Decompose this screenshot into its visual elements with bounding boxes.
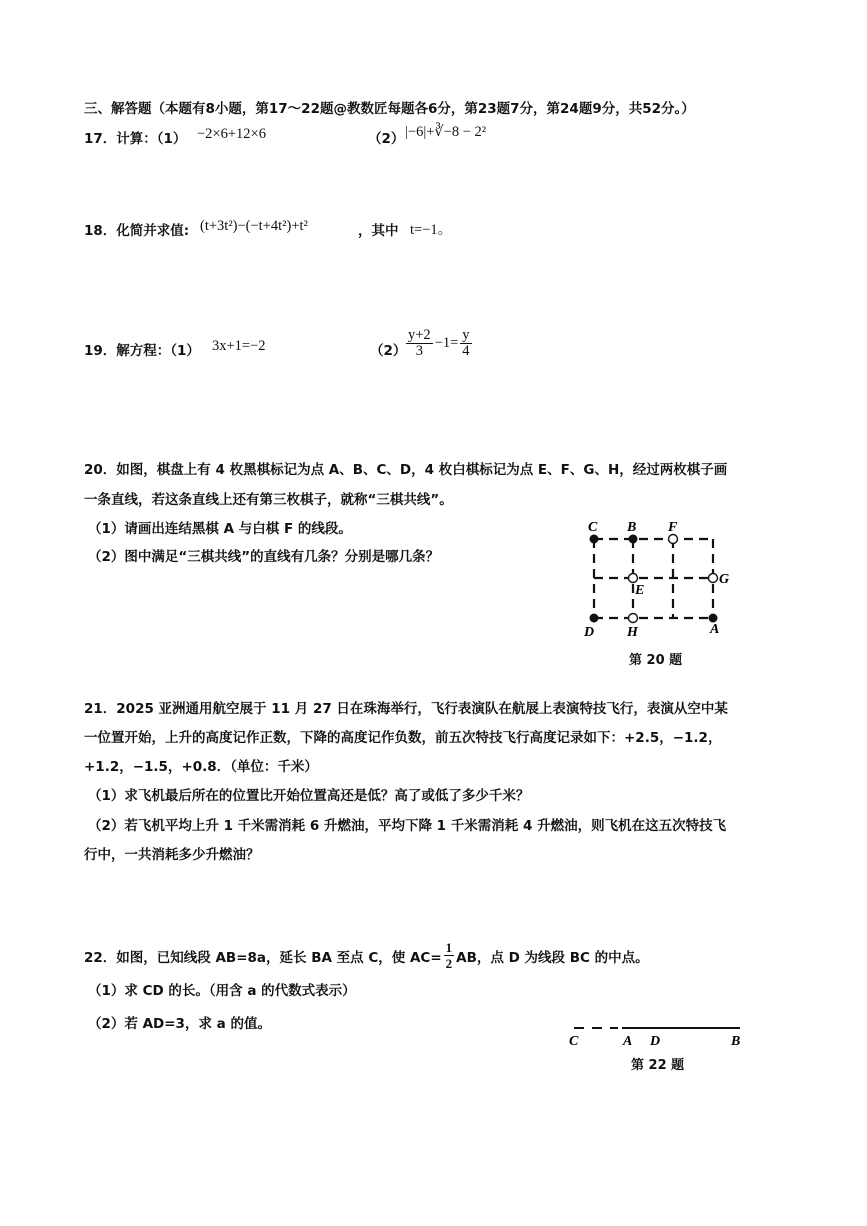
- q18-condition-prefix: ，其中: [358, 223, 399, 239]
- label-b: B: [731, 1034, 741, 1049]
- fraction-denominator: 3: [415, 343, 423, 359]
- q18-condition: t=−1。: [410, 222, 453, 238]
- fraction: [406, 328, 433, 359]
- q20-stem-line2: 一条直线，若这条直线上还有第三枚棋子，就称“三棋共线”。: [84, 492, 453, 508]
- q18-expression: (t+3t²)−(−t+4t²)+t²: [200, 218, 308, 234]
- q22-segment-figure: [560, 1016, 760, 1052]
- q21-stem-line1: 21．2025 亚洲通用航空展于 11 月 27 日在珠海举行，飞行表演队在航展上表演特技飞行，表演从空中某: [84, 701, 728, 717]
- q22-figure-caption: 第 22 题: [631, 1058, 685, 1073]
- q22-stem-part2: AB，点 D 为线段 BC 的中点。: [456, 949, 649, 966]
- q17-part2-expression: |−6|+∛−8 − 2²: [405, 124, 487, 140]
- label-c: C: [569, 1034, 579, 1049]
- label-e: E: [635, 583, 645, 598]
- q21-sub1: （1）求飞机最后所在的位置比开始位置高还是低？高了或低了多少千米？: [88, 788, 530, 804]
- q22-stem-part1: 22．如图，已知线段 AB=8a，延长 BA 至点 C，使 AC=: [84, 949, 442, 966]
- label-d: D: [584, 625, 595, 640]
- q22-sub1: （1）求 CD 的长。（用含 a 的代数式表示）: [88, 983, 356, 999]
- q17-part2-label: （2）: [368, 131, 405, 147]
- q18-label: 18．化简并求值:: [84, 223, 190, 239]
- label-a: A: [623, 1034, 633, 1049]
- fraction: [460, 328, 471, 359]
- q20-stem-line1: 20．如图，棋盘上有 4 枚黑棋标记为点 A、B、C、D，4 枚白棋标记为点 E、F、G、H，经过两枚棋子画: [84, 462, 728, 478]
- q19-label: 19．解方程：（1）: [84, 343, 200, 359]
- section-heading: 三、解答题（本题有8小题，第17～22题@教数匠每题各6分，第23题7分，第24题9分，共52分。）: [84, 101, 695, 117]
- q19-part2-equation: [404, 328, 474, 359]
- q19-part2-label: （2）: [370, 343, 407, 359]
- fraction-numerator: 1: [445, 940, 453, 955]
- q19-part1-equation: 3x+1=−2: [212, 338, 266, 354]
- fraction: [444, 940, 455, 971]
- label-a: A: [710, 622, 720, 637]
- label-d: D: [650, 1034, 661, 1049]
- q22-stem: [84, 940, 649, 971]
- fraction-denominator: 2: [445, 956, 453, 971]
- fraction-denominator: 4: [462, 343, 470, 359]
- white-piece-e: [629, 574, 638, 583]
- fraction-numerator: y: [462, 327, 470, 343]
- q17-label: 17．计算：（1）: [84, 131, 187, 147]
- q21-sub2-line1: （2）若飞机平均上升 1 千米需消耗 6 升燃油，平均下降 1 千米需消耗 4 升燃油，则飞机在这五次特技飞: [88, 818, 727, 834]
- black-piece-d: [590, 614, 599, 623]
- q17-part1-expression: −2×6+12×6: [197, 126, 266, 142]
- equation-middle: −1=: [434, 335, 459, 351]
- q20-figure-caption: 第 20 题: [629, 653, 683, 668]
- black-piece-c: [590, 535, 599, 544]
- q20-chessboard-figure: [570, 512, 750, 642]
- q21-stem-line2: 一位置开始，上升的高度记作正数，下降的高度记作负数，前五次特技飞行高度记录如下：+2.5，−1.2，: [84, 730, 722, 746]
- grid-lines: [594, 539, 713, 618]
- q22-sub2: （2）若 AD=3，求 a 的值。: [88, 1016, 271, 1032]
- q21-stem-line3: +1.2，−1.5，+0.8．（单位：千米）: [84, 759, 318, 775]
- white-piece-g: [709, 574, 718, 583]
- white-piece-f: [669, 535, 678, 544]
- fraction-numerator: y+2: [408, 327, 431, 343]
- q20-sub1: （1）请画出连结黑棋 A 与白棋 F 的线段。: [88, 521, 352, 537]
- q21-sub2-line2: 行中，一共消耗多少升燃油？: [84, 847, 260, 863]
- label-h: H: [627, 625, 638, 640]
- label-f: F: [668, 520, 678, 535]
- q20-sub2: （2）图中满足“三棋共线”的直线有几条？分别是哪几条？: [88, 549, 440, 565]
- black-piece-b: [629, 535, 638, 544]
- label-c: C: [588, 520, 598, 535]
- label-g: G: [719, 572, 730, 587]
- white-piece-h: [629, 614, 638, 623]
- label-b: B: [627, 520, 637, 535]
